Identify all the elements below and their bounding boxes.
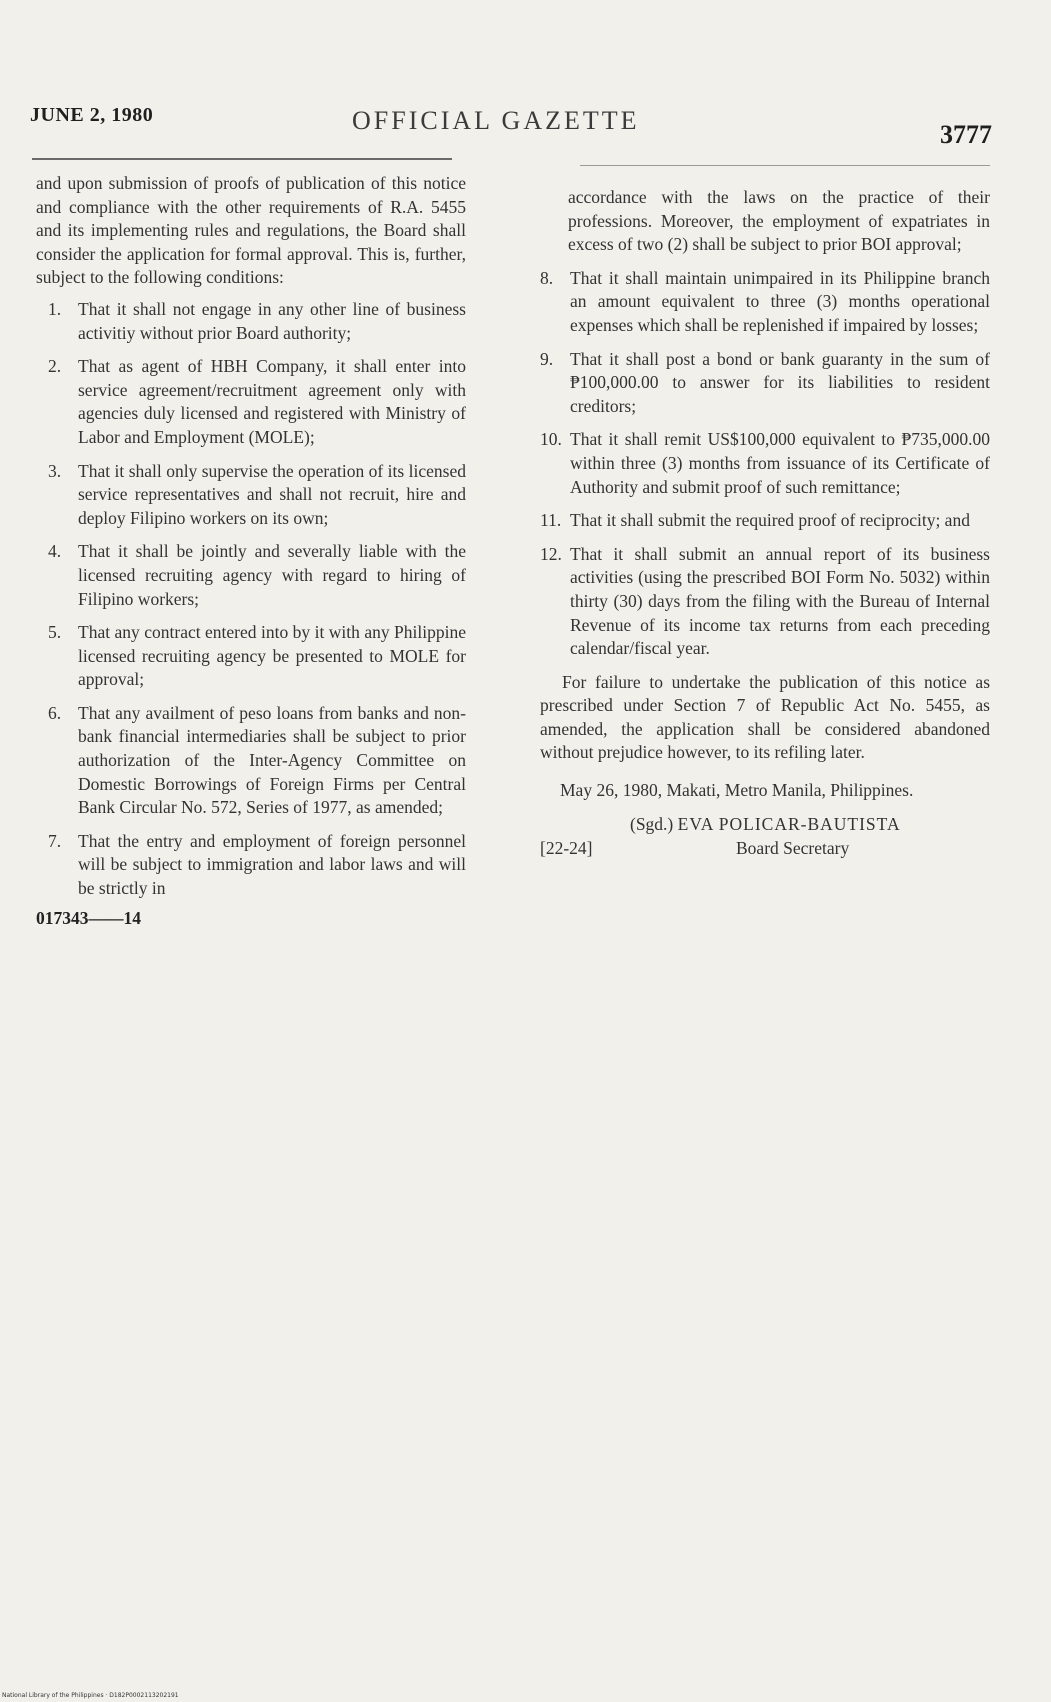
condition-number: 3. <box>48 460 62 481</box>
dateline: May 26, 1980, Makati, Metro Manila, Philippines. <box>560 780 914 801</box>
condition-text: That the entry and employment of foreign personnel will be subject to immigration and labor laws and will be strictly in <box>78 830 466 899</box>
condition-text: That it shall submit the required proof of reciprocity; and <box>570 510 970 531</box>
condition-number: 10. <box>540 429 562 450</box>
condition-number: 9. <box>540 348 554 369</box>
left-column <box>36 172 466 930</box>
condition-number: 6. <box>48 702 62 723</box>
condition-text: That as agent of HBH Company, it shall enter into service agreement/recruitment agreement only with agencies duly licensed and registered with Ministry of Labor and Employment (MOLE); <box>78 356 466 447</box>
condition-item <box>36 830 466 901</box>
condition-text: That it shall not engage in any other line of business activitiy without prior Board authority; <box>78 298 466 343</box>
condition-item <box>540 543 990 661</box>
condition-item <box>36 621 466 692</box>
condition-text: That it shall remit US$100,000 equivalent to ₱735,000.00 within three (3) months from issuance of its Certificate of Authority and submit proof of such remittance; <box>570 429 990 497</box>
condition-item <box>36 460 466 531</box>
header-rule-left <box>32 158 452 160</box>
condition-number: 5. <box>48 622 62 643</box>
condition-item <box>36 540 466 611</box>
page-number: 3777 <box>940 120 992 149</box>
closing-paragraph: For failure to undertake the publication of this notice as prescribed under Section 7 of Republic Act No. 5455, as amended, the application shall be considered abandoned without prejudice however, to its refiling later. <box>540 671 990 763</box>
condition-number: 4. <box>48 541 62 562</box>
condition-number: 8. <box>540 267 554 288</box>
condition-number: 11. <box>540 510 562 531</box>
condition-item <box>36 702 466 820</box>
signature-line <box>630 813 901 837</box>
condition-item <box>540 348 990 419</box>
condition-number: 7. <box>48 830 62 851</box>
condition-text: That any availment of peso loans from banks and non-bank financial intermediaries shall be subject to prior authorization of the Inter-Agency Committee on Domestic Borrowings of Foreign Firms per Central Bank Circular No. 572, Series of 1977, as amended; <box>78 702 466 818</box>
header-rule-right <box>580 165 990 166</box>
condition-text: That any contract entered into by it with any Philippine licensed recruiting agency be presented to MOLE for approval; <box>78 622 466 690</box>
signatory-name: EVA POLICAR-BAUTISTA <box>677 813 901 834</box>
condition-number: 2. <box>48 356 62 377</box>
condition-text: That it shall only supervise the operation of its licensed service representatives and shall not recruit, hire and deploy Filipino workers on its own; <box>78 460 466 528</box>
signature-block <box>540 813 990 871</box>
publication-reference: [22-24] <box>540 837 593 858</box>
scan-credit: National Library of the Philippines · D182P0002113202191 <box>2 1692 179 1699</box>
condition-item <box>540 267 990 338</box>
condition-item <box>36 355 466 449</box>
condition-text: That it shall post a bond or bank guaranty in the sum of ₱100,000.00 to answer for its liabilities to resident creditors; <box>570 348 990 416</box>
condition-text: That it shall be jointly and severally liable with the licensed recruiting agency with regard to hiring of Filipino workers; <box>78 541 466 609</box>
condition-text: That it shall maintain unimpaired in its Philippine branch an amount equivalent to three (3) months operational expenses which shall be replenished if impaired by losses; <box>570 267 990 335</box>
condition-item <box>36 298 466 345</box>
item-7-continuation: accordance with the laws on the practice of their professions. Moreover, the employment of expatriates in excess of two (2) shall be subject to prior BOI approval; <box>568 187 990 255</box>
condition-number: 1. <box>48 298 62 319</box>
condition-item <box>540 428 990 499</box>
signatory-title: Board Secretary <box>736 837 850 858</box>
header-date: JUNE 2, 1980 <box>30 104 154 126</box>
condition-number: 12. <box>540 543 562 564</box>
left-lead-paragraph: and upon submission of proofs of publication of this notice and compliance with the other requirements of R.A. 5455 and its implementing rules and regulations, the Board shall consider the application for formal approval. This is, further, subject to the following conditions: <box>36 173 466 288</box>
condition-item <box>540 509 990 533</box>
header-title: OFFICIAL GAZETTE <box>352 106 640 135</box>
right-column <box>540 186 990 871</box>
document-code: 017343——14 <box>36 907 141 928</box>
condition-text: That it shall submit an annual report of its business activities (using the prescribed BOI Form No. 5032) within thirty (30) days from the filing with the Bureau of Internal Revenue of its income tax returns from each preceding calendar/fiscal year. <box>570 543 990 659</box>
sgd-mark: (Sgd.) <box>630 813 674 834</box>
